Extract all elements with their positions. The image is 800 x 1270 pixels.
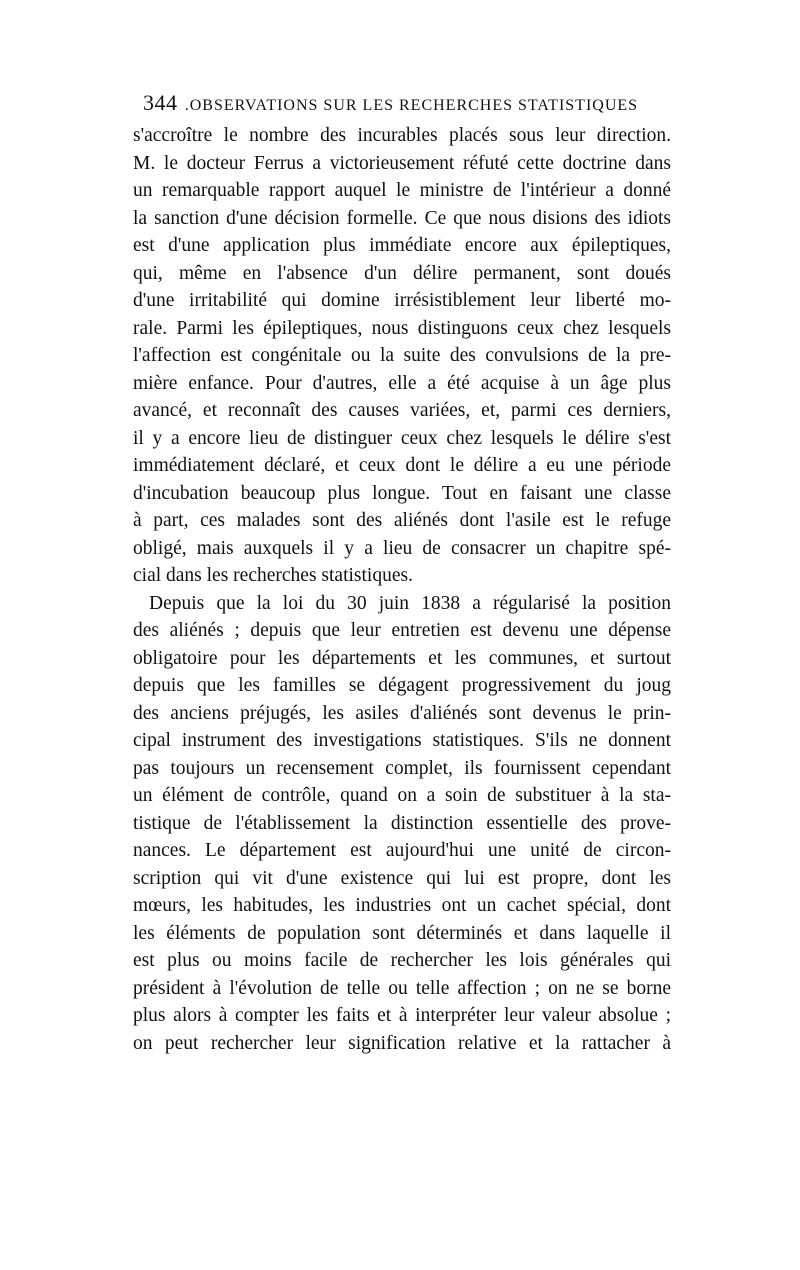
text-line: cial dans les recherches statistiques. xyxy=(133,565,413,586)
text-line: des aliénés ; depuis que leur entretien est devenu une dépense xyxy=(133,620,671,641)
text-line: tistique de l'établissement la distinction essentielle des prove- xyxy=(133,812,671,834)
text-line: on peut rechercher leur signification relative et la rattacher à xyxy=(133,1032,671,1054)
text-line: obligatoire pour les départements et les communes, et surtout xyxy=(133,647,671,669)
text-line: d'incubation beaucoup plus longue. Tout en faisant une classe xyxy=(133,482,671,504)
text-line: scription qui vit d'une existence qui lui est propre, dont les xyxy=(133,867,671,889)
text-line: d'une irritabilité qui domine irrésistiblement leur liberté mo- xyxy=(133,290,671,311)
text-line: pas toujours un recensement complet, ils fournissent cependant xyxy=(133,757,671,779)
text-line: l'affection est congénitale ou la suite des convulsions de la pre- xyxy=(133,345,671,366)
text-line: un remarquable rapport auquel le ministre de l'intérieur a donné xyxy=(133,180,671,201)
text-line: plus alors à compter les faits et à interpréter leur valeur absolue ; xyxy=(133,1005,671,1026)
text-line: nances. Le département est aujourd'hui une unité de circon- xyxy=(133,840,671,861)
text-line: M. le docteur Ferrus a victorieusement réfuté cette doctrine dans xyxy=(133,152,671,174)
body-text xyxy=(133,122,671,1057)
text-line: est plus ou moins facile de rechercher les lois générales qui xyxy=(133,950,671,971)
text-line: président à l'évolution de telle ou telle affection ; on ne se borne xyxy=(133,977,671,999)
text-line: est d'une application plus immédiate encore aux épileptiques, xyxy=(133,235,671,256)
text-line: les éléments de population sont déterminés et dans laquelle il xyxy=(133,922,671,944)
text-line: avancé, et reconnaît des causes variées, et, parmi ces derniers, xyxy=(133,400,671,421)
paragraph-1 xyxy=(133,122,671,590)
text-line: il y a encore lieu de distinguer ceux chez lesquels le délire s'est xyxy=(133,427,671,449)
page-number: 344 xyxy=(143,90,178,115)
text-line: cipal instrument des investigations statistiques. S'ils ne donnent xyxy=(133,730,671,751)
running-head xyxy=(143,90,683,116)
text-line: rale. Parmi les épileptiques, nous distinguons ceux chez lesquels xyxy=(133,317,671,339)
text-line: à part, ces malades sont des aliénés dont l'asile est le refuge xyxy=(133,510,671,531)
text-line: mœurs, les habitudes, les industries ont un cachet spécial, dont xyxy=(133,895,671,916)
text-line: la sanction d'une décision formelle. Ce que nous disions des idiots xyxy=(133,207,671,229)
text-line: depuis que les familles se dégagent progressivement du joug xyxy=(133,675,671,696)
text-line: qui, même en l'absence d'un délire permanent, sont doués xyxy=(133,262,671,284)
paragraph-2 xyxy=(133,590,671,1058)
text-line: obligé, mais auxquels il y a lieu de consacrer un chapitre spé- xyxy=(133,537,671,559)
text-line: mière enfance. Pour d'autres, elle a été acquise à un âge plus xyxy=(133,372,671,394)
text-line: des anciens préjugés, les asiles d'aliénés sont devenus le prin- xyxy=(133,702,671,724)
running-title: .OBSERVATIONS SUR LES RECHERCHES STATISTIQUES xyxy=(184,97,639,114)
text-line: Depuis que la loi du 30 juin 1838 a régularisé la position xyxy=(149,592,671,614)
text-line: un élément de contrôle, quand on a soin de substituer à la sta- xyxy=(133,785,671,806)
text-line: s'accroître le nombre des incurables placés sous leur direction. xyxy=(133,125,671,146)
text-line: immédiatement déclaré, et ceux dont le délire a eu une période xyxy=(133,455,671,476)
